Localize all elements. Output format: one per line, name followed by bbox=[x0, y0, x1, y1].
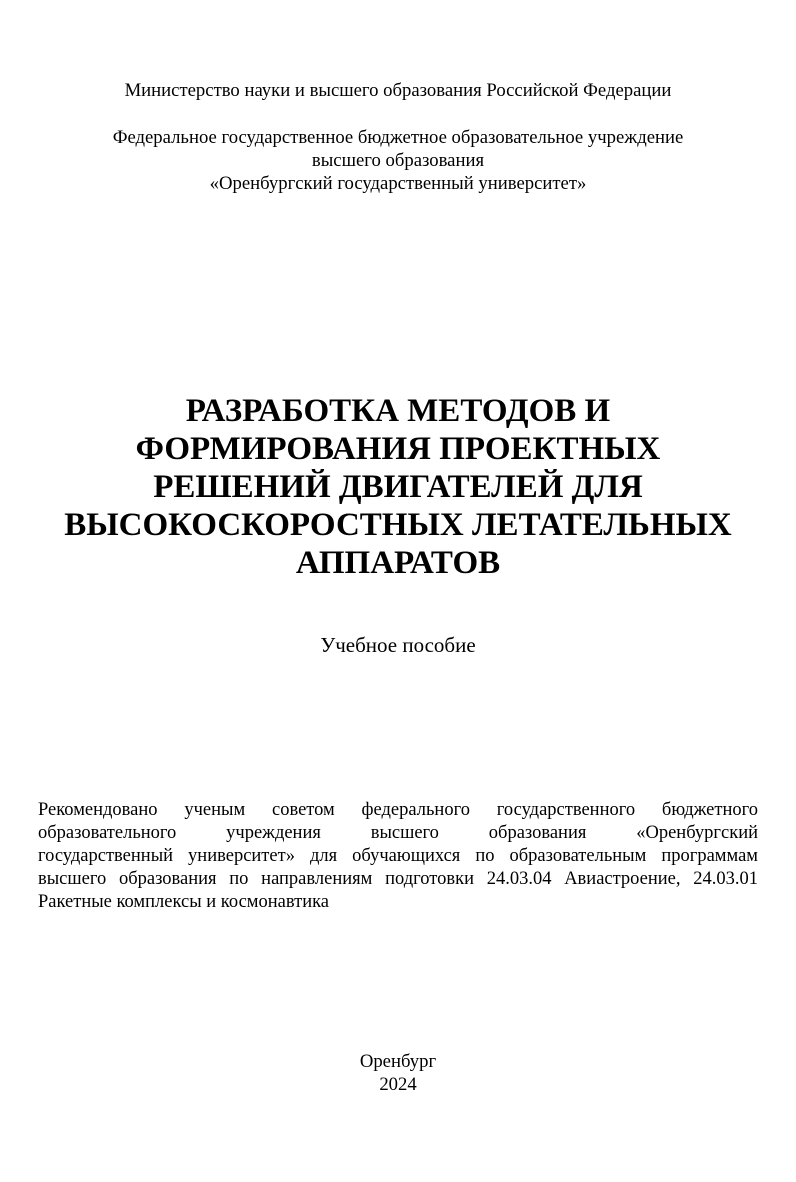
recommendation-line: Рекомендовано ученым советом федерального государственного бюджетного bbox=[38, 800, 758, 820]
recommendation-line: образовательного учреждения высшего образования «Оренбургский bbox=[38, 823, 758, 843]
imprint-year: 2024 bbox=[379, 1074, 417, 1095]
title-line-3: РЕШЕНИЙ ДВИГАТЕЛЕЙ ДЛЯ bbox=[153, 469, 643, 505]
institution-line-1: Федеральное государственное бюджетное образовательное учреждение bbox=[112, 127, 684, 148]
recommendation-line: Ракетные комплексы и космонавтика bbox=[38, 892, 330, 912]
institution-line-2: высшего образования bbox=[311, 150, 485, 171]
title-line-5: АППАРАТОВ bbox=[295, 545, 501, 581]
imprint-block bbox=[0, 1050, 796, 1096]
institution-block bbox=[0, 126, 796, 195]
ministry-line: Министерство науки и высшего образования Российской Федерации bbox=[124, 80, 672, 101]
title-line-2: ФОРМИРОВАНИЯ ПРОЕКТНЫХ bbox=[135, 431, 661, 467]
title-line-1: РАЗРАБОТКА МЕТОДОВ И bbox=[185, 393, 611, 429]
recommendation-paragraph bbox=[38, 799, 758, 914]
title-line-4: ВЫСОКОСКОРОСТНЫХ ЛЕТАТЕЛЬНЫХ bbox=[64, 507, 732, 543]
imprint-city: Оренбург bbox=[359, 1051, 437, 1072]
document-title bbox=[20, 392, 776, 582]
recommendation-line: высшего образования по направлениям подготовки 24.03.04 Авиастроение, 24.03.01 bbox=[38, 869, 758, 889]
subtitle: Учебное пособие bbox=[320, 633, 476, 657]
institution-line-3: «Оренбургский государственный университет» bbox=[209, 173, 587, 194]
recommendation-line: государственный университет» для обучающихся по образовательным программам bbox=[38, 846, 758, 866]
